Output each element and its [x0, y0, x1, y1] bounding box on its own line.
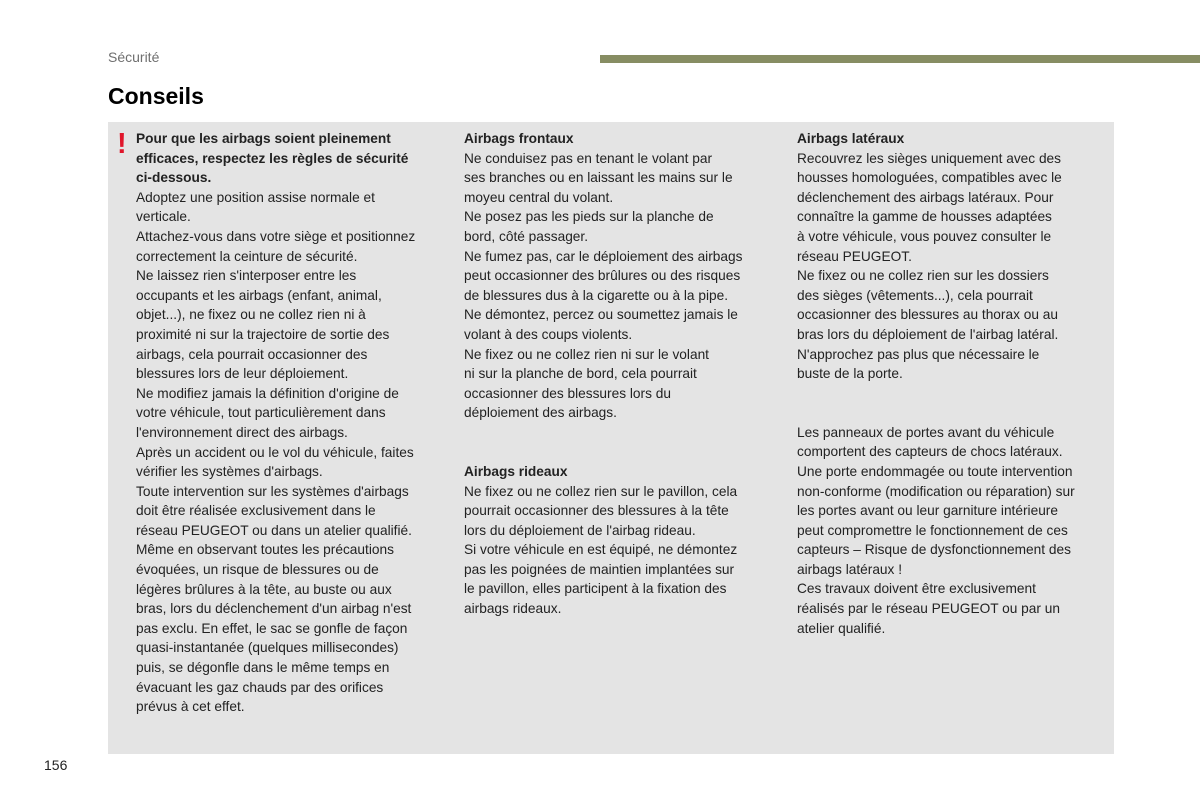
text-line: capteurs – Risque de dysfonctionnement des — [797, 542, 1071, 558]
text-line: bord, côté passager. — [464, 228, 589, 244]
heading-side-airbags: Airbags latéraux — [797, 131, 905, 146]
text-line: prévus à cet effet. — [136, 699, 245, 715]
general-advice-text — [136, 188, 448, 717]
text-line: doit être réalisée exclusivement dans le — [136, 503, 376, 519]
text-line: airbags, cela pourrait occasionner des — [136, 346, 368, 362]
text-line: airbags rideaux. — [464, 601, 562, 617]
text-line: comportent des capteurs de chocs latéraux. — [797, 444, 1063, 460]
column-general-advice — [136, 129, 448, 717]
text-line: des sièges (vêtements...), cela pourrait — [797, 287, 1033, 303]
front-airbags-text — [464, 149, 774, 423]
text-line: ses branches ou en laissant les mains sur le — [464, 170, 733, 186]
header-accent-bar — [600, 55, 1200, 63]
text-line: Même en observant toutes les précautions — [136, 542, 394, 558]
intro-line: efficaces, respectez les règles de sécurité — [136, 150, 409, 166]
text-line: Ne conduisez pas en tenant le volant par — [464, 150, 713, 166]
text-line: réalisés par le réseau PEUGEOT ou par un — [797, 601, 1060, 617]
text-line: ni sur la planche de bord, cela pourrait — [464, 366, 697, 382]
text-line: évacuant les gaz chauds par des orifices — [136, 679, 384, 695]
warning-intro — [136, 129, 448, 188]
text-line: bras, lors du déclenchement d'un airbag n'est — [136, 601, 412, 617]
text-line: Ces travaux doivent être exclusivement — [797, 581, 1036, 597]
text-line: Ne posez pas les pieds sur la planche de — [464, 209, 714, 225]
text-line: occasionner des blessures lors du — [464, 385, 671, 401]
text-line: vérifier les systèmes d'airbags. — [136, 464, 323, 480]
text-line: votre véhicule, tout particulièrement dans — [136, 405, 386, 421]
text-line: à votre véhicule, vous pouvez consulter le — [797, 228, 1052, 244]
text-line: peut occasionner des brûlures ou des risques — [464, 268, 741, 284]
text-line: déploiement des airbags. — [464, 405, 617, 421]
text-line: puis, se dégonfle dans le même temps en — [136, 660, 390, 676]
text-line: Attachez-vous dans votre siège et positionnez — [136, 228, 416, 244]
door-sensors-text — [797, 423, 1109, 639]
text-line: Une porte endommagée ou toute intervention — [797, 463, 1073, 479]
text-line: Ne fixez ou ne collez rien sur le pavillon, cela — [464, 483, 738, 499]
text-line: airbags latéraux ! — [797, 561, 902, 577]
text-line: occupants et les airbags (enfant, animal, — [136, 287, 382, 303]
heading-curtain-airbags: Airbags rideaux — [464, 463, 568, 479]
curtain-airbags-text — [464, 482, 774, 619]
section-label: Sécurité — [108, 49, 160, 65]
text-line: pas les poignées de maintien implantées sur — [464, 561, 735, 577]
text-line: Ne fixez ou ne collez rien sur les dossiers — [797, 268, 1049, 284]
text-line: atelier qualifié. — [797, 620, 886, 636]
text-line: Ne modifiez jamais la définition d'origine de — [136, 385, 399, 401]
text-line: Si votre véhicule en est équipé, ne démontez — [464, 542, 738, 558]
exclamation-icon: ! — [117, 128, 127, 160]
text-line: verticale. — [136, 209, 191, 225]
text-line: pourrait occasionner des blessures à la tête — [464, 503, 729, 519]
text-line: Adoptez une position assise normale et — [136, 189, 375, 205]
intro-line: ci-dessous. — [136, 170, 212, 186]
text-line: pas exclu. En effet, le sac se gonfle de façon — [136, 620, 408, 636]
text-line: Ne fixez ou ne collez rien ni sur le volant — [464, 346, 709, 362]
text-line: non-conforme (modification ou réparation) sur — [797, 483, 1075, 499]
text-line: objet...), ne fixez ou ne collez rien ni à — [136, 307, 366, 323]
text-line: quasi-instantanée (quelques millisecondes) — [136, 640, 399, 656]
text-line: occasionner des blessures au thorax ou au — [797, 307, 1058, 323]
text-line: réseau PEUGEOT ou dans un atelier qualifié. — [136, 522, 412, 538]
text-line: de blessures dus à la cigarette ou à la pipe. — [464, 287, 729, 303]
text-line: connaître la gamme de housses adaptées — [797, 209, 1052, 225]
text-line: légères brûlures à la tête, au buste ou aux — [136, 581, 392, 597]
text-line: lors du déploiement de l'airbag rideau. — [464, 522, 696, 538]
text-line: Après un accident ou le vol du véhicule, faites — [136, 444, 414, 460]
text-line: le pavillon, elles participent à la fixation des — [464, 581, 727, 597]
intro-line: Pour que les airbags soient pleinement — [136, 131, 391, 146]
column-side-airbags — [797, 129, 1109, 638]
text-line: moyeu central du volant. — [464, 189, 614, 205]
paragraph-gap — [797, 384, 1109, 423]
text-line: proximité ni sur la trajectoire de sortie des — [136, 326, 390, 342]
text-line: Recouvrez les sièges uniquement avec des — [797, 150, 1062, 166]
text-line: bras lors du déploiement de l'airbag latéral. — [797, 326, 1059, 342]
column-front-curtain-airbags — [464, 129, 774, 619]
paragraph-gap — [464, 423, 774, 462]
text-line: Ne démontez, percez ou soumettez jamais le — [464, 307, 738, 323]
text-line: Ne laissez rien s'interposer entre les — [136, 268, 357, 284]
page-number: 156 — [44, 757, 68, 773]
text-line: N'approchez pas plus que nécessaire le — [797, 346, 1040, 362]
text-line: blessures lors de leur déploiement. — [136, 366, 349, 382]
text-line: correctement la ceinture de sécurité. — [136, 248, 358, 264]
text-line: l'environnement direct des airbags. — [136, 424, 348, 440]
text-line: les portes avant ou leur garniture intérieure — [797, 503, 1058, 519]
heading-front-airbags: Airbags frontaux — [464, 131, 574, 146]
side-airbags-text — [797, 149, 1109, 384]
text-line: peut compromettre le fonctionnement de ces — [797, 522, 1068, 538]
text-line: Ne fumez pas, car le déploiement des airbags — [464, 248, 743, 264]
text-line: buste de la porte. — [797, 366, 903, 382]
page-title: Conseils — [108, 83, 204, 109]
text-line: Les panneaux de portes avant du véhicule — [797, 424, 1055, 440]
text-line: volant à des coups violents. — [464, 326, 633, 342]
text-line: évoquées, un risque de blessures ou de — [136, 562, 379, 578]
text-line: Toute intervention sur les systèmes d'airbags — [136, 483, 409, 499]
text-line: réseau PEUGEOT. — [797, 248, 912, 264]
text-line: déclenchement des airbags latéraux. Pour — [797, 189, 1054, 205]
text-line: housses homologuées, compatibles avec le — [797, 170, 1062, 186]
